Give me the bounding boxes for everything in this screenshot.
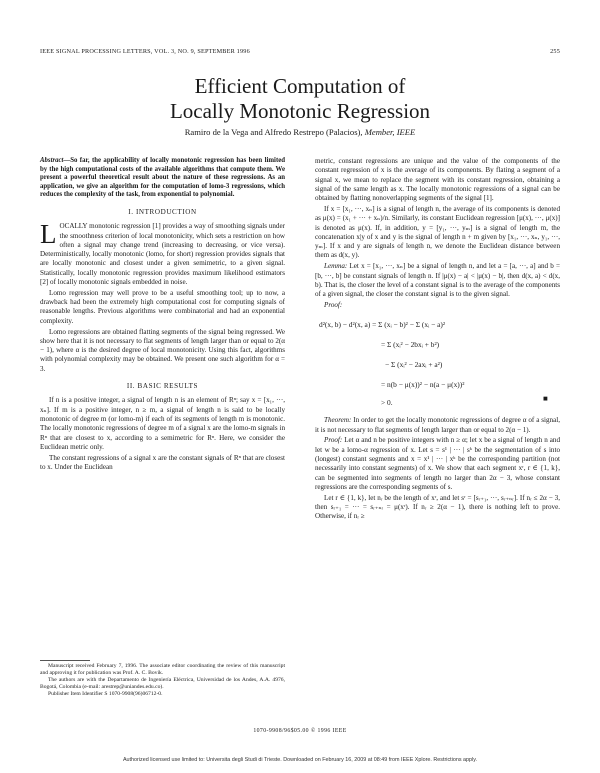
lemma-head: Lemma: <box>324 262 348 271</box>
theorem <box>315 416 560 435</box>
equation-line-1: d²(x, b) − d²(x, a) = Σ (xᵢ − b)² − Σ (xᵢ − a)² <box>319 320 446 330</box>
equation-line-4: = n(b − μ(x))² − n(a − μ(x))² <box>381 380 465 390</box>
author-line <box>0 127 600 137</box>
theorem-proof <box>315 436 560 492</box>
section-heading-introduction: I. INTRODUCTION <box>128 207 197 216</box>
intro-paragraph-1-text: OCALLY monotonic regression [1] provides a way of smoothing signals under the smoothness criterion of local monotonicity, which sets a restriction on how often a signal may change trend (increasing to decreasing, or vice versa). Deterministically, locally monotonic (lomo, for short) regression provides signals that are locally monotonic and closest under a given semimetric, to a given signal. Statistically, locally monotonic regression provides maximum likelihood estimators [2] of locally monotonic signals embedded in noise. <box>40 222 285 287</box>
intro-paragraph-2: Lomo regression may well prove to be a useful smoothing tool; up to now, a drawback had been the extremely high computational cost for computing signals of reasonable lengths. Previous algorithms were combinatorial and had an exponential complexity. <box>40 288 285 325</box>
right-last-paragraph: Let r ∈ {1, k}, let nᵣ be the length of xʳ, and let sʳ = [sᵣ₊₁, ···, sᵣ₊ₙᵣ]. If nᵣ ≤ 2α − 3, then sᵣ₊₁ = ··· = sᵣ₊ₙᵣ = μ(xʳ). If nᵣ ≥ 2(α − 1), there is nothing left to prove. Otherwise, if nᵣ ≥ <box>315 493 560 521</box>
intro-paragraph-1 <box>40 219 285 287</box>
drop-cap: L <box>40 219 57 250</box>
intro-paragraph-3: Lomo regressions are obtained flatting segments of the signal being regressed. We show here that it is not necessary to flat segments of length larger than or equal to 2(α − 1), where α is the desired degree of local monotonicity. Using this fact, algorithms with polynomial complexity may be obtained. We present one such algorithm for α = 3. <box>40 327 285 373</box>
basic-paragraph-1: If n is a positive integer, a signal of length n is an element of Rⁿ; say x = [x₁, ···, xₙ]. If m is a positive integer, n ≥ m, a signal of length n is said to be locally monotonic of degree m (or lomo-m) if each of its segments of length m is monotonic. The locally monotonic regressions of degree m of a signal x are the lomo-m signals in Rⁿ that are closest to x, according to a semimetric for Rⁿ. Here, we consider the Euclidean metric only. <box>40 396 285 451</box>
copyright-line: 1070-9908/96$05.00 © 1996 IEEE <box>253 728 347 734</box>
equation-line-5: > 0. <box>381 398 393 408</box>
proof-equation <box>315 314 560 410</box>
equation-line-2: = Σ (xᵢ² − 2bxᵢ + b²) <box>381 340 440 350</box>
theorem-head: Theorem: <box>324 416 352 425</box>
paper-title <box>0 74 600 124</box>
basic-paragraph-2: The constant regressions of a signal x are the constant signals of Rⁿ that are closest to x. Under the Euclidean <box>40 453 285 471</box>
footnote-manuscript: Manuscript received February 7, 1996. The associate editor coordinating the review of this manuscript and approving it for publication was Prof. A. C. Bovik. <box>40 663 285 676</box>
right-column <box>315 157 560 523</box>
section-heading-basic-results: II. BASIC RESULTS <box>126 382 199 391</box>
authorized-use-notice: Authorized licensed use limited to: Universita degli Studi di Trieste. Downloaded on February 16, 2009 at 08:49 from IEEE Xplore. Restrictions apply. <box>122 757 478 763</box>
right-paragraph-1: metric, constant regressions are unique and the value of the components of the constant regression of x is the average of its components. By flating a segment of a signal x, we mean to replace the segment with its constant regression, obtaining a signal of the same length as x. The locally monotonic regressions of a signal can be obtained by flatting nonoverlapping segments of the signal [1]. <box>315 157 560 203</box>
footnote-affiliation: The authors are with the Departamento de Ingeniería Eléctrica, Universidad de los Andes, A.A. 4976, Bogotá, Colombia (e-mail: arestrep@uniandes.edu.co). <box>40 677 285 690</box>
author-membership: Member, IEEE <box>364 127 416 137</box>
abstract-text: So far, the applicability of locally monotonic regression has been limited by the high computational costs of the available algorithms that compute them. We present a powerful theoretical result about the nature of these regressions. As an application, we give an algorithm for the computation of lomo-3 regressions, which reduces the complexity of the task, from exponential to polynomial. <box>40 157 285 199</box>
equation-line-3: − Σ (xᵢ² − 2axᵢ + a²) <box>385 360 443 370</box>
page-number: 255 <box>550 48 560 55</box>
footnotes <box>40 663 285 698</box>
footnote-identifier: Publisher Item Identifier S 1070-9908(96)06712-0. <box>48 691 163 697</box>
left-column <box>40 157 285 474</box>
qed-symbol: ■ <box>543 394 548 404</box>
lemma <box>315 262 560 299</box>
proof-label <box>315 301 560 310</box>
theorem-proof-head: Proof: <box>324 436 343 445</box>
journal-header: IEEE SIGNAL PROCESSING LETTERS, VOL. 3, NO. 9, SEPTEMBER 1996 <box>40 48 250 55</box>
title-line-1: Efficient Computation of <box>194 74 406 98</box>
abstract-lead: Abstract— <box>40 157 71 164</box>
proof-head: Proof: <box>324 300 343 309</box>
theorem-proof-text: Let α and n be positive integers with n ≥ α; let x be a signal of length n and let w be a lomo-α regression of x. Let s = s¹ | ··· | sᵏ be the segmentation of s into (longest) constant segments and x = x¹ | ··· | xᵏ be the corresponding partition (not necessarily into constant segments) of x. We show that each segment xʳ, r ∈ {1, k}, can be segmented into segments of length no larger than 2α − 3, whose constant regressions are the corresponding segments of s. <box>315 436 560 491</box>
right-paragraph-2: If x = [x₁, ···, xₙ] is a signal of length n, the average of its components is denoted as μ(x) = (x₁ + ··· + xₙ)/n. Similarly, its constant Euclidean regression [μ(x), ···, μ(x)] is denoted as μ(x). If, in addition, y = [y₁, ···, yₘ] is a signal of length m, the concatenation x|y of x and y is the signal of length n + m given by [x₁, ···, xₙ, y₁, ···, yₘ]. If x and y are signals of length n, we denote the Euclidean distance between them as d(x, y). <box>315 204 560 260</box>
footnote-rule <box>40 660 90 661</box>
title-line-2: Locally Monotonic Regression <box>169 99 431 123</box>
abstract <box>40 157 285 200</box>
lemma-text: Let x = [x₁, ···, xₙ] be a signal of length n, and let a = [a, ···, a] and b = [b, ···, b] be constant signals of length n. If |μ(x) − a| < |μ(x) − b|, then d(x, a) < d(x, b). That is, the closer the level of a constant signal is to the average of the components of a given signal, the closer the constant signal is to the given signal. <box>315 262 560 299</box>
author-names: Ramiro de la Vega and Alfredo Restrepo (Palacios), <box>184 127 363 137</box>
theorem-text: In order to get the locally monotonic regressions of degree α of a signal, it is not necessary to flat segments of length larger than or equal to 2(α − 1). <box>315 416 560 434</box>
